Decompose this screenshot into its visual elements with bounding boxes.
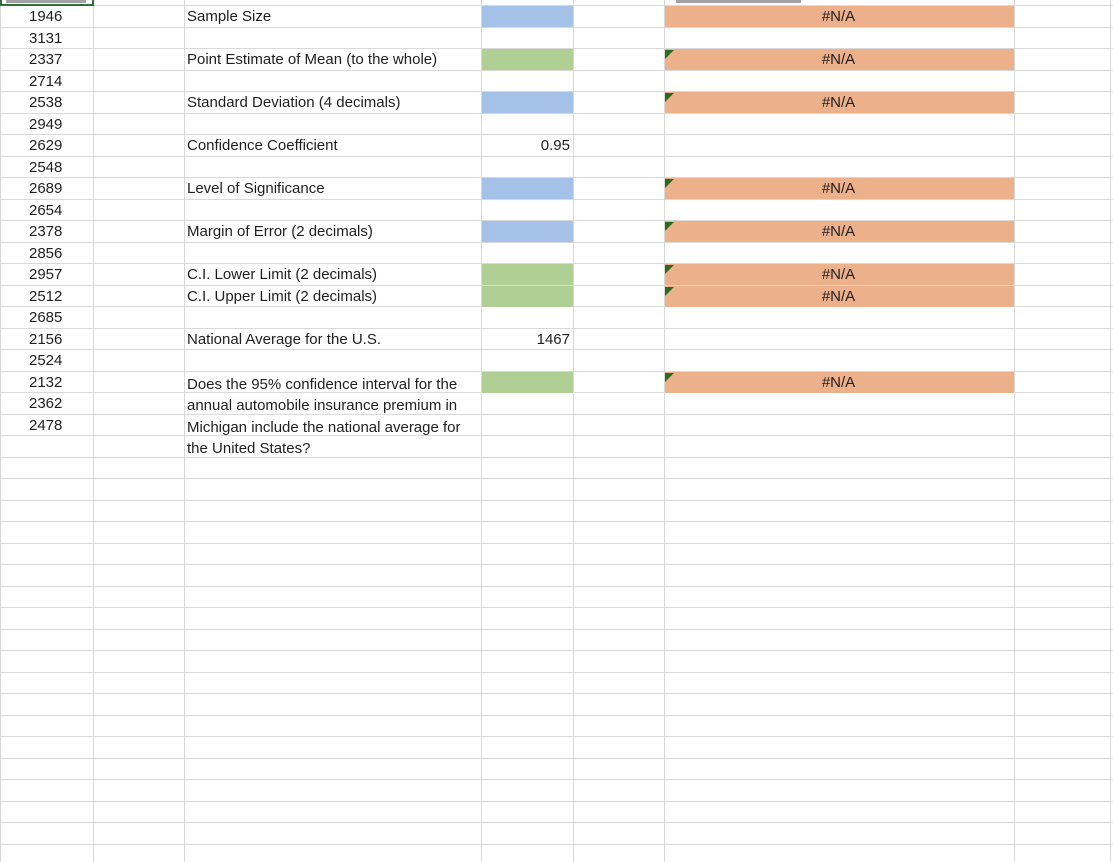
row-gridline: [0, 27, 1113, 28]
row-gridline: [0, 242, 1113, 243]
output-standard-deviation[interactable]: #N/A: [821, 94, 856, 111]
row-gridline: [0, 801, 1113, 802]
data-cell[interactable]: 2132: [29, 374, 63, 391]
row-gridline: [0, 543, 1113, 544]
row-gridline: [0, 607, 1113, 608]
row-gridline: [0, 822, 1113, 823]
input-cell-fill[interactable]: [482, 264, 573, 285]
row-gridline: [0, 629, 1113, 630]
row-gridline: [0, 779, 1113, 780]
row-gridline: [0, 672, 1113, 673]
label-level-of-significance[interactable]: Level of Significance: [187, 180, 325, 197]
column-gridline: [1014, 0, 1015, 862]
data-cell[interactable]: 2362: [29, 395, 63, 412]
data-cell[interactable]: 2629: [29, 137, 63, 154]
input-cell-fill[interactable]: [482, 6, 573, 27]
input-cell-fill[interactable]: [482, 286, 573, 307]
row-gridline: [0, 478, 1113, 479]
label-standard-deviation[interactable]: Standard Deviation (4 decimals): [187, 94, 401, 111]
label-national-average[interactable]: National Average for the U.S.: [187, 331, 382, 348]
data-cell[interactable]: 3131: [29, 30, 63, 47]
output-question[interactable]: #N/A: [821, 374, 856, 391]
input-confidence-coefficient[interactable]: 0.95: [540, 137, 570, 154]
input-cell-fill[interactable]: [482, 372, 573, 393]
data-cell[interactable]: 2654: [29, 202, 63, 219]
row-gridline: [0, 435, 1113, 436]
data-cell[interactable]: 1946: [29, 8, 63, 25]
label-point-estimate[interactable]: Point Estimate of Mean (to the whole): [187, 51, 438, 68]
row-gridline: [0, 736, 1113, 737]
column-gridline: [1110, 0, 1111, 862]
data-cell[interactable]: 2156: [29, 331, 63, 348]
data-cell[interactable]: 2378: [29, 223, 63, 240]
output-ci-upper-limit[interactable]: #N/A: [821, 288, 856, 305]
column-gridline: [481, 0, 482, 862]
data-cell[interactable]: 2949: [29, 116, 63, 133]
data-cell[interactable]: 2524: [29, 352, 63, 369]
row-gridline: [0, 500, 1113, 501]
output-sample-size[interactable]: #N/A: [821, 8, 856, 25]
label-confidence-coefficient[interactable]: Confidence Coefficient: [187, 137, 338, 154]
column-gridline: [664, 0, 665, 862]
data-cell[interactable]: 2548: [29, 159, 63, 176]
label-question-ci-includes-national-average[interactable]: Does the 95% confidence interval for the annual automobile insurance premium in Michigan include the national average for the United States?: [187, 376, 461, 458]
output-margin-of-error[interactable]: #N/A: [821, 223, 856, 240]
data-cell[interactable]: 2957: [29, 266, 63, 283]
row-gridline: [0, 156, 1113, 157]
cut-off-header-text: [676, 0, 801, 3]
data-cell[interactable]: 2538: [29, 94, 63, 111]
row-gridline: [0, 199, 1113, 200]
row-gridline: [0, 715, 1113, 716]
label-margin-of-error[interactable]: Margin of Error (2 decimals): [187, 223, 373, 240]
data-cell[interactable]: 2685: [29, 309, 63, 326]
row-gridline: [0, 521, 1113, 522]
row-gridline: [0, 844, 1113, 845]
data-cell[interactable]: 2512: [29, 288, 63, 305]
input-cell-fill[interactable]: [482, 49, 573, 70]
label-sample-size[interactable]: Sample Size: [187, 8, 272, 25]
row-gridline: [0, 586, 1113, 587]
data-cell[interactable]: 2714: [29, 73, 63, 90]
column-gridline: [0, 0, 1, 862]
row-gridline: [0, 650, 1113, 651]
row-gridline: [0, 758, 1113, 759]
output-point-estimate[interactable]: #N/A: [821, 51, 856, 68]
output-ci-lower-limit[interactable]: #N/A: [821, 266, 856, 283]
data-cell[interactable]: 2337: [29, 51, 63, 68]
column-gridline: [184, 0, 185, 862]
input-national-average[interactable]: 1467: [536, 331, 570, 348]
row-gridline: [0, 457, 1113, 458]
cut-off-header-text: [6, 0, 86, 3]
input-cell-fill[interactable]: [482, 178, 573, 199]
column-gridline: [573, 0, 574, 862]
label-ci-upper-limit[interactable]: C.I. Upper Limit (2 decimals): [187, 288, 378, 305]
data-cell[interactable]: 2689: [29, 180, 63, 197]
row-gridline: [0, 113, 1113, 114]
column-gridline: [93, 0, 94, 862]
input-cell-fill[interactable]: [482, 92, 573, 113]
row-gridline: [0, 70, 1113, 71]
data-cell[interactable]: 2856: [29, 245, 63, 262]
row-gridline: [0, 564, 1113, 565]
data-cell[interactable]: 2478: [29, 417, 63, 434]
label-ci-lower-limit[interactable]: C.I. Lower Limit (2 decimals): [187, 266, 378, 283]
input-cell-fill[interactable]: [482, 221, 573, 242]
row-gridline: [0, 693, 1113, 694]
row-gridline: [0, 414, 1113, 415]
output-level-of-significance[interactable]: #N/A: [821, 180, 856, 197]
